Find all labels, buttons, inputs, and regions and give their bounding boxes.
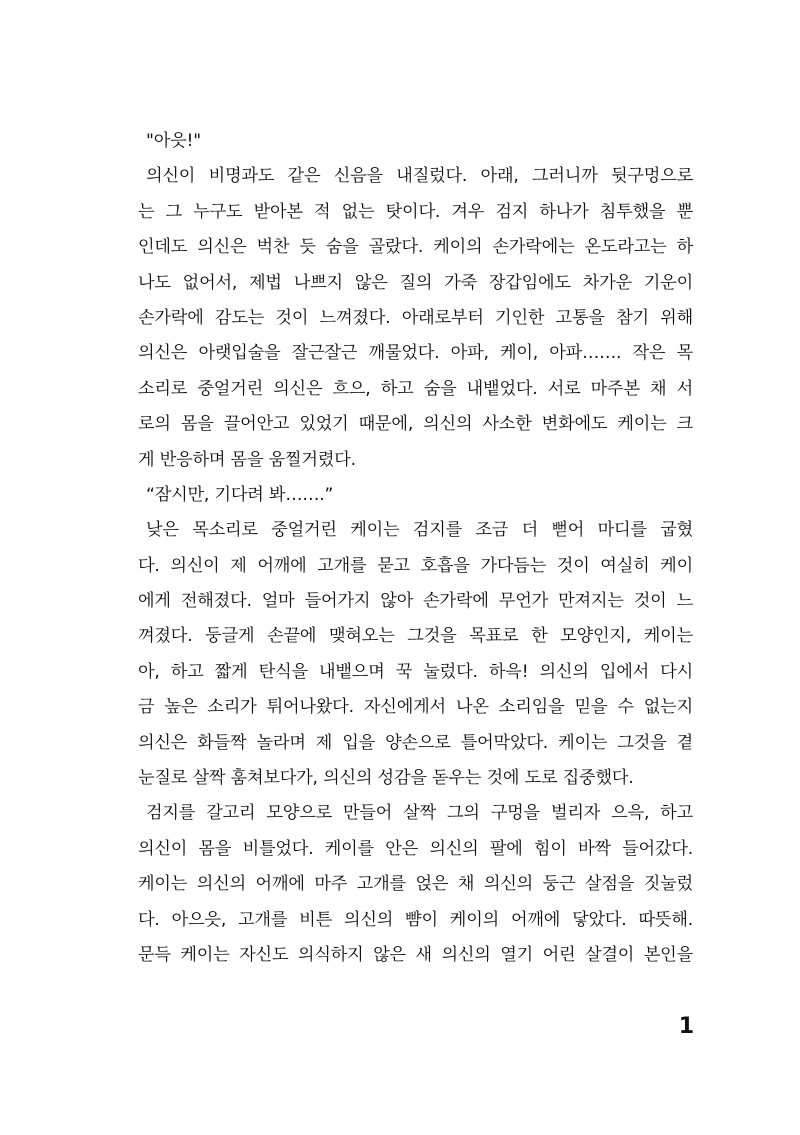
text-line: 소리로 중얼거린 의신은 흐으, 하고 숨을 내뱉었다. 서로 마주본 채 서: [138, 378, 693, 399]
body-text: [138, 124, 693, 973]
text-line: 검지를 갈고리 모양으로 만들어 살짝 그의 구멍을 벌리자 으윽, 하고: [146, 803, 693, 824]
paragraph-2: [138, 159, 693, 478]
page-number: 1: [678, 1014, 694, 1039]
text-line: 문득 케이는 자신도 의식하지 않은 새 의신의 열기 어린 살결이 본인을: [138, 944, 693, 965]
text-line: 손가락에 감도는 것이 느껴졌다. 아래로부터 기인한 고통을 참기 위해: [138, 307, 693, 328]
text-line: 의신이 몸을 비틀었다. 케이를 안은 의신의 팔에 힘이 바짝 들어갔다.: [138, 838, 693, 859]
text-line: 낮은 목소리로 중얼거린 케이는 검지를 조금 더 뻗어 마디를 굽혔: [146, 520, 693, 541]
text-line: 의신은 화들짝 놀라며 제 입을 양손으로 틀어막았다. 케이는 그것을 곁: [138, 732, 693, 753]
text-line: 금 높은 소리가 튀어나왔다. 자신에게서 나온 소리임을 믿을 수 없는지: [138, 697, 693, 718]
text-line: 인데도 의신은 벅찬 듯 숨을 골랐다. 케이의 손가락에는 온도라고는 하: [138, 237, 693, 258]
text-line: 의신은 아랫입술을 잘근잘근 깨물었다. 아파, 케이, 아파……. 작은 목: [138, 343, 693, 364]
paragraph-4: [138, 513, 693, 796]
text-line: 눈질로 살짝 훔쳐보다가, 의신의 성감을 돋우는 것에 도로 집중했다.: [138, 768, 634, 789]
text-line: "아읏!": [146, 131, 201, 151]
paragraph-3: [138, 478, 693, 513]
text-line: 로의 몸을 끌어안고 있었기 때문에, 의신의 사소한 변화에도 케이는 크: [138, 414, 693, 435]
text-line: 나도 없어서, 제법 나쁘지 않은 질의 가죽 장갑임에도 차가운 기운이: [138, 272, 693, 293]
text-line: 에게 전해졌다. 얼마 들어가지 않아 손가락에 무언가 만져지는 것이 느: [138, 591, 693, 612]
text-line: 다. 아으읏, 고개를 비튼 의신의 뺨이 케이의 어깨에 닿았다. 따뜻해.: [138, 909, 693, 930]
text-line: 아, 하고 짧게 탄식을 내뱉으며 꾹 눌렀다. 하윽! 의신의 입에서 다시: [138, 661, 693, 682]
paragraph-1: [138, 124, 693, 159]
text-line: 는 그 누구도 받아본 적 없는 탓이다. 겨우 검지 하나가 침투했을 뿐: [138, 201, 693, 222]
text-line: 케이는 의신의 어깨에 마주 고개를 얹은 채 의신의 둥근 살점을 짓눌렀: [138, 874, 693, 895]
text-line: “잠시만, 기다려 봐…….”: [146, 484, 334, 505]
paragraph-5: [138, 796, 693, 973]
text-line: 게 반응하며 몸을 움찔거렸다.: [138, 449, 356, 470]
text-line: 다. 의신이 제 어깨에 고개를 묻고 호흡을 가다듬는 것이 여실히 케이: [138, 555, 693, 576]
text-line: 의신이 비명과도 같은 신음을 내질렀다. 아래, 그러니까 뒷구멍으로: [146, 166, 693, 187]
text-line: 껴졌다. 둥글게 손끝에 맺혀오는 그것을 목표로 한 모양인지, 케이는: [138, 626, 693, 647]
